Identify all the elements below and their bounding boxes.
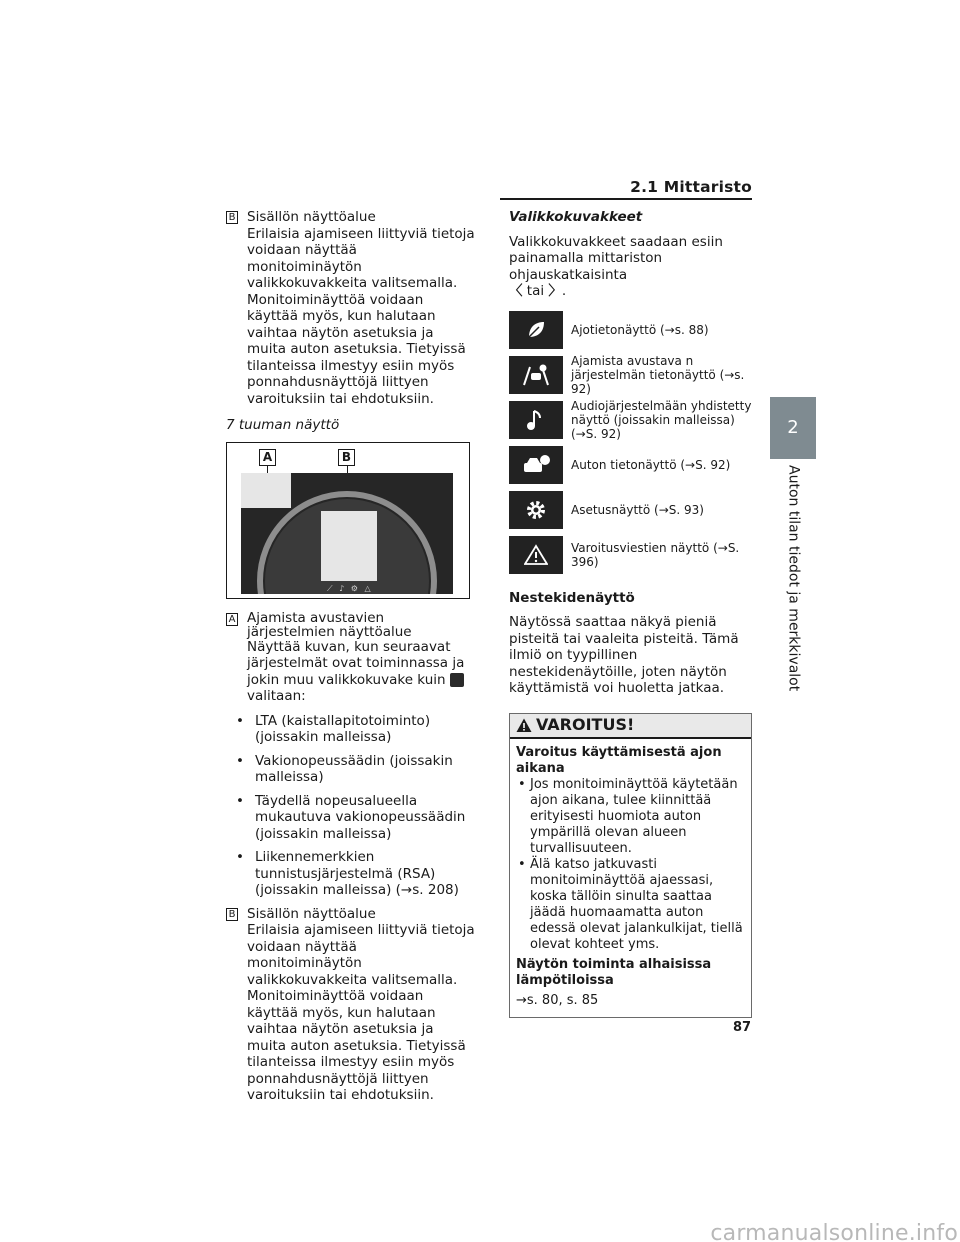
menu-icons-strip: ⟋ ♪ ⚙ △: [327, 583, 373, 593]
menu-item-text: Asetusnäyttö (→S. 93): [571, 503, 704, 517]
menu-item-driver-assist: [509, 353, 754, 398]
callout-b: B: [338, 449, 355, 466]
warning-icon: [516, 718, 532, 733]
chapter-side-label: [770, 465, 816, 692]
menu-item-warnings: [509, 533, 754, 578]
item-a-text: [247, 639, 476, 705]
warning-body: [510, 739, 751, 1017]
warning-header: [510, 714, 751, 739]
menu-intro: Valikkokuvakkeet saadaan esiin painamalla mittariston ohjauskatkaisinta: [509, 233, 723, 283]
item-b-bottom: [226, 906, 476, 1104]
chapter-label: Auton tilan tiedot ja merkkivalot: [785, 465, 802, 692]
callout-a: A: [259, 449, 276, 466]
item-a-text-after: valitaan:: [247, 688, 306, 704]
chevron-right-icon: 〉: [548, 283, 562, 299]
display-figure: [226, 442, 470, 599]
watermark: carmanualsonline.info: [710, 1220, 958, 1242]
lcd-heading: Nestekidenäyttö: [509, 589, 635, 606]
driver-assist-icon: [450, 673, 464, 687]
leaf-icon: [509, 311, 563, 349]
list-item: • LTA (kaistallapitotoiminto) (joissakin malleissa): [230, 713, 476, 746]
warning-sub1: Varoitus käyttämisestä ajon aikana: [516, 744, 722, 776]
item-a-text-before: Näyttää kuvan, kun seuraavat järjestelmät ovat toiminnassa ja jokin muu valikkokuvake kuin: [247, 638, 465, 688]
page-header: [500, 178, 752, 200]
car-info-icon: [509, 446, 563, 484]
warning-sub2: Näytön toiminta alhaisissa lämpötiloissa: [516, 956, 712, 988]
list-item: • Täydellä nopeusalueella mukautuva vakionopeussäädin (joissakin malleissa): [230, 793, 476, 843]
label-b: B: [226, 211, 238, 224]
warning-title: VAROITUS!: [536, 714, 635, 734]
section-title: 2.1 Mittaristo: [630, 178, 752, 196]
item-b-top: [226, 209, 476, 407]
music-note-icon: [509, 401, 563, 439]
warning-bullet: • Älä katso jatkuvasti monitoiminäyttöä ajaessasi, koska tällöin sinulta saattaa jäädä huomaamatta auton edessä olevat jalankulkijat, tiellä olevat kohteet yms.: [516, 857, 745, 953]
chevron-left-icon: 〈: [509, 283, 523, 299]
menu-item-text: Varoitusviestien näyttö (→S. 396): [571, 541, 740, 569]
label-b: B: [226, 908, 238, 921]
item-b-bottom-title: Sisällön näyttöalue: [247, 905, 376, 922]
list-item: • Vakionopeussäädin (joissakin malleissa): [230, 753, 476, 786]
left-column: [226, 209, 476, 1104]
zone-b: [321, 511, 377, 581]
menu-intro-switch: 〈 tai 〉.: [509, 283, 567, 299]
display-screen: [241, 473, 453, 594]
menu-intro-or: tai: [526, 283, 545, 299]
chapter-tab: [770, 397, 816, 459]
warning-box: [509, 713, 752, 1018]
warning-bullet: • Jos monitoiminäyttöä käytetään ajon aikana, tulee kiinnittää erityisesti huomiota auton ympärillä olevan alueen turvallisuuteen.: [516, 777, 745, 857]
zone-a: [241, 473, 291, 508]
menu-item-drive-info: [509, 308, 754, 353]
warning-triangle-icon: [509, 536, 563, 574]
menu-item-text: Audiojärjestelmään yhdistetty näyttö (joissakin malleissa) (→S. 92): [571, 399, 752, 441]
menu-item-car-info: [509, 443, 754, 488]
menu-item-text: Auton tietonäyttö (→S. 92): [571, 458, 731, 472]
lcd-text: Näytössä saattaa näkyä pieniä pisteitä tai vaaleita pisteitä. Tämä ilmiö on tyypillinen nestekidenäytöille, joten näytön käyttämistä voi huoletta jatkaa.: [509, 614, 739, 696]
figure-caption: 7 tuuman näyttö: [226, 417, 340, 433]
warning-ref: →s. 80, s. 85: [516, 992, 599, 1008]
driver-assist-icon: [509, 356, 563, 394]
label-a: A: [226, 613, 238, 626]
page-number: 87: [733, 1020, 752, 1035]
item-a: [226, 611, 476, 705]
menu-item-audio: [509, 398, 754, 443]
item-b-top-title: Sisällön näyttöalue: [247, 209, 376, 225]
menu-item-text: Ajamista avustava n järjestelmän tietonäyttö (→s. 92): [571, 354, 745, 396]
list-item: • Liikennemerkkien tunnistusjärjestelmä (RSA) (joissakin malleissa) (→s. 208): [230, 849, 476, 899]
gear-icon: [509, 491, 563, 529]
right-column: [509, 209, 754, 1018]
chapter-number: 2: [787, 416, 799, 438]
item-b-bottom-text: Erilaisia ajamiseen liittyviä tietoja voidaan näyttää monitoiminäytön valikkokuvakkeita valitsemalla. Monitoiminäyttöä voidaan käyttää myös, kun halutaan vaihtaa näytön asetuksia ja muita auton asetuksia. Tietyissä tilanteissa ilmestyy esiin myös ponnahdusnäyttöjä liittyen varoituksiin tai ehdotuksiin.: [247, 922, 475, 1103]
item-a-title: Ajamista avustavien järjestelmien näyttöalue: [247, 609, 412, 640]
menu-item-text: Ajotietonäyttö (→s. 88): [571, 323, 709, 337]
item-b-top-text: Erilaisia ajamiseen liittyviä tietoja voidaan näyttää monitoiminäytön valikkokuvakkeita valitsemalla. Monitoiminäyttöä voidaan käyttää myös, kun halutaan vaihtaa näytön asetuksia ja muita auton asetuksia. Tietyissä tilanteissa ilmestyy esiin myös ponnahdusnäyttöjä liittyen varoituksiin tai ehdotuksiin.: [247, 225, 475, 407]
menu-item-settings: [509, 488, 754, 533]
system-list: [230, 713, 476, 899]
menu-heading: Valikkokuvakkeet: [509, 209, 643, 225]
menu-icon-list: [509, 308, 754, 578]
